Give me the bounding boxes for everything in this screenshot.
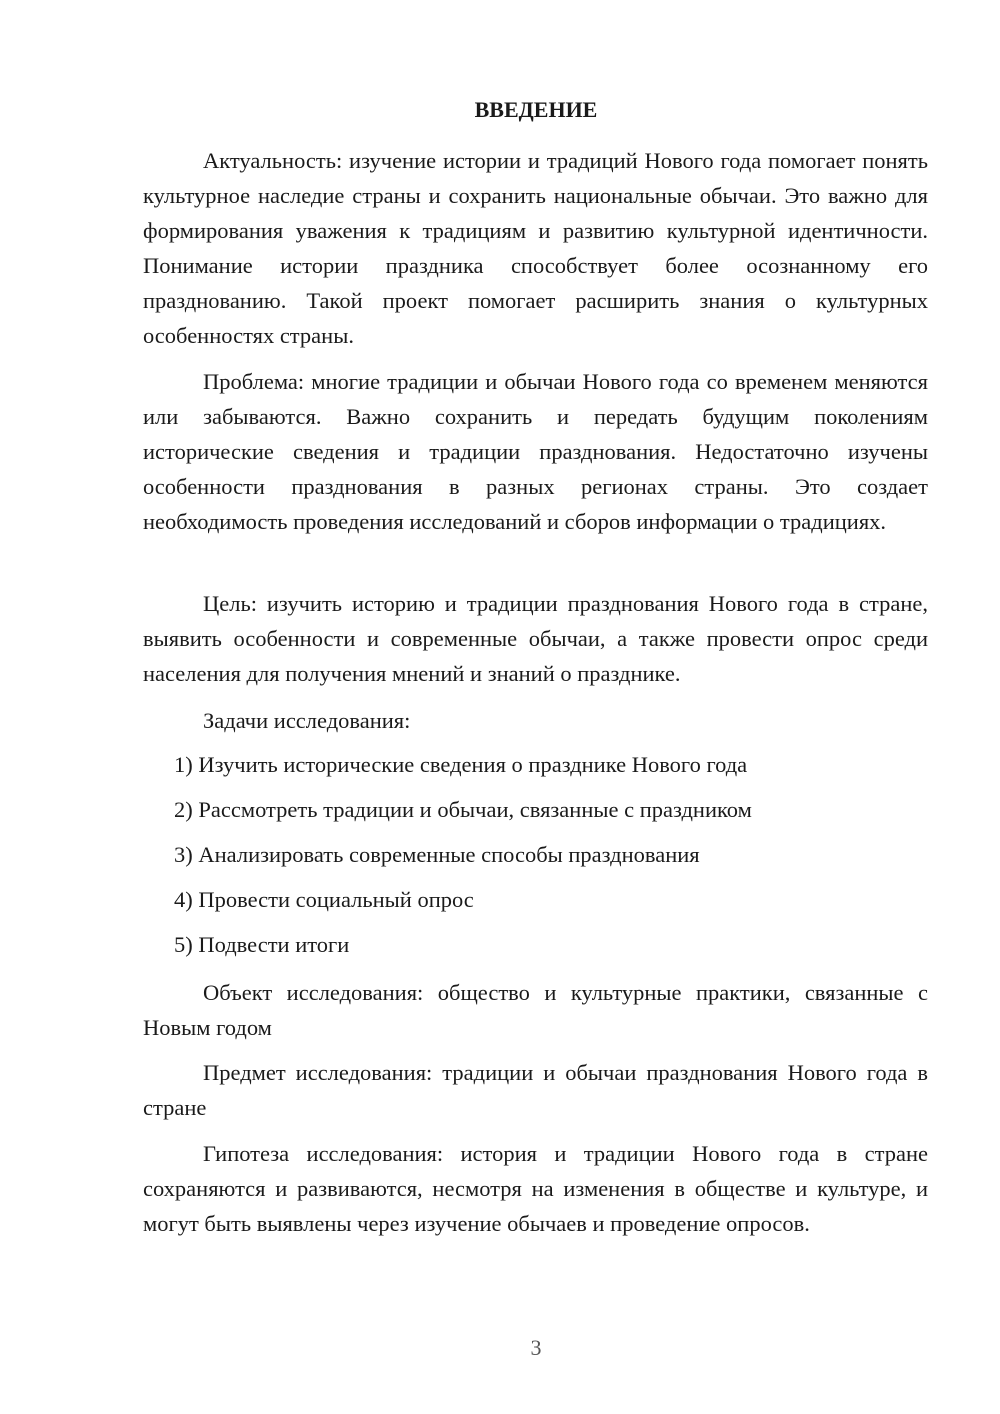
task-item: 3) Анализировать современные способы празднования	[174, 842, 700, 867]
task-item: 2) Рассмотреть традиции и обычаи, связанные с праздником	[174, 797, 752, 822]
paragraph-object: Объект исследования: общество и культурные практики, связанные с Новым годом	[143, 980, 928, 1041]
paragraph-subject: Предмет исследования: традиции и обычаи празднования Нового года в стране	[143, 1060, 928, 1121]
task-item: 4) Провести социальный опрос	[174, 887, 474, 912]
page-number: 3	[530, 1335, 542, 1360]
paragraph-hypothesis: Гипотеза исследования: история и традиции Нового года в стране сохраняются и развиваются, несмотря на изменения в обществе и культуре, и могут быть выявлены через изучение обычаев и проведение опросов.	[143, 1141, 928, 1237]
task-item: 1) Изучить исторические сведения о празднике Нового года	[174, 752, 748, 777]
task-item: 5) Подвести итоги	[174, 932, 350, 957]
paragraph-problem: Проблема: многие традиции и обычаи Нового года со временем меняются или забываются. Важно сохранить и передать будущим поколениям исторические сведения и традиции празднования. Недостаточно изучены особенности празднования в разных регионах страны. Это создает необходимость проведения исследований и сборов информации о традициях.	[143, 369, 928, 535]
tasks-heading: Задачи исследования:	[203, 708, 411, 733]
paragraph-goal: Цель: изучить историю и традиции празднования Нового года в стране, выявить особенности и современные обычаи, а также провести опрос среди населения для получения мнений и знаний о празднике.	[143, 591, 928, 687]
paragraph-relevance: Актуальность: изучение истории и традиций Нового года помогает понять культурное наследие страны и сохранить национальные обычаи. Это важно для формирования уважения к традициям и развитию культурной идентичности. Понимание истории праздника способствует более осознанному его празднованию. Такой проект помогает расширить знания о культурных особенностях страны.	[143, 148, 928, 349]
section-title: ВВЕДЕНИЕ	[474, 97, 598, 122]
